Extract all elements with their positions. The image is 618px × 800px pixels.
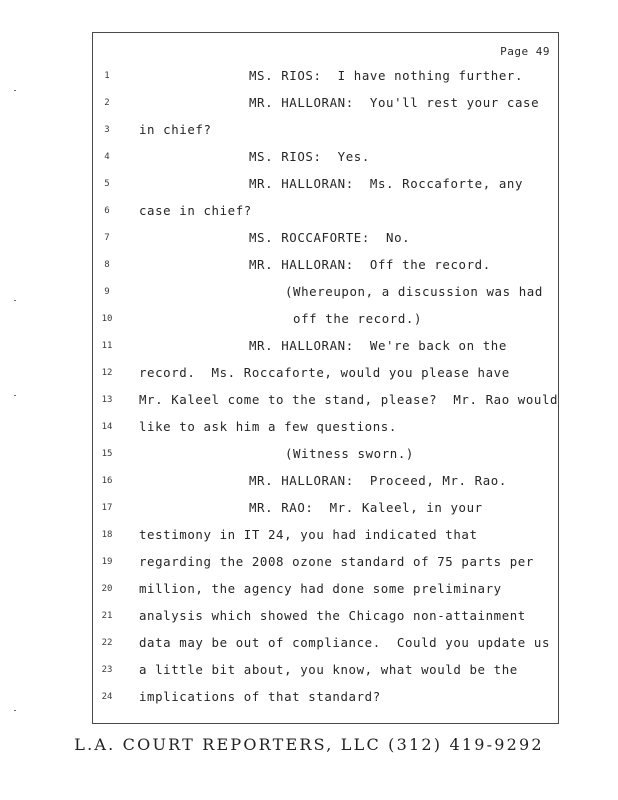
line-number: 22 <box>101 638 113 648</box>
transcript-page <box>92 32 559 724</box>
line-text: analysis which showed the Chicago non-attainment <box>139 608 526 623</box>
line-text: like to ask him a few questions. <box>139 419 397 434</box>
line-text: off the record.) <box>285 311 423 326</box>
transcript-line <box>93 663 560 690</box>
line-text: record. Ms. Roccaforte, would you please have <box>139 365 510 380</box>
line-number: 14 <box>101 422 113 432</box>
line-number: 17 <box>101 503 113 513</box>
line-number: 5 <box>104 179 110 189</box>
line-text: regarding the 2008 ozone standard of 75 parts per <box>139 554 534 569</box>
line-number: 16 <box>101 476 113 486</box>
transcript-line <box>93 177 560 204</box>
line-number: 20 <box>101 584 113 594</box>
line-text: testimony in IT 24, you had indicated that <box>139 527 478 542</box>
transcript-line <box>93 690 560 717</box>
line-number: 3 <box>104 125 110 135</box>
line-text: (Whereupon, a discussion was had <box>285 284 543 299</box>
line-text: case in chief? <box>139 203 252 218</box>
transcript-line <box>93 609 560 636</box>
line-number: 7 <box>104 233 110 243</box>
line-number: 15 <box>101 449 113 459</box>
line-number: 8 <box>104 260 110 270</box>
line-text: MR. HALLORAN: Ms. Roccaforte, any <box>249 176 524 191</box>
transcript-line <box>93 636 560 663</box>
line-text: MR. RAO: Mr. Kaleel, in your <box>249 500 483 515</box>
transcript-line <box>93 582 560 609</box>
line-text: Mr. Kaleel come to the stand, please? Mr. Rao would <box>139 392 559 407</box>
scan-speck <box>14 710 16 711</box>
line-text: implications of that standard? <box>139 689 381 704</box>
scan-speck <box>14 300 16 301</box>
line-number: 11 <box>101 341 113 351</box>
line-number: 24 <box>101 692 113 702</box>
line-number: 4 <box>104 152 110 162</box>
transcript-line <box>93 231 560 258</box>
transcript-line <box>93 312 560 339</box>
transcript-line <box>93 69 560 96</box>
transcript-line <box>93 285 560 312</box>
transcript-line <box>93 501 560 528</box>
line-number: 9 <box>104 287 110 297</box>
line-text: MR. HALLORAN: You'll rest your case <box>249 95 540 110</box>
scan-speck <box>14 90 16 91</box>
line-text: MR. HALLORAN: Proceed, Mr. Rao. <box>249 473 507 488</box>
line-text: MR. HALLORAN: We're back on the <box>249 338 507 353</box>
transcript-line <box>93 123 560 150</box>
line-text: in chief? <box>139 122 212 137</box>
line-number: 1 <box>104 71 110 81</box>
line-number: 18 <box>101 530 113 540</box>
line-number: 2 <box>104 98 110 108</box>
scan-speck <box>14 395 16 396</box>
transcript-line <box>93 528 560 555</box>
line-number: 19 <box>101 557 113 567</box>
transcript-line <box>93 96 560 123</box>
page-number: Page 49 <box>500 45 550 58</box>
line-number: 12 <box>101 368 113 378</box>
transcript-line <box>93 555 560 582</box>
transcript-line <box>93 258 560 285</box>
line-text: MS. RIOS: Yes. <box>249 149 370 164</box>
transcript-line <box>93 420 560 447</box>
line-text: data may be out of compliance. Could you update us <box>139 635 551 650</box>
line-text: MS. RIOS: I have nothing further. <box>249 68 524 83</box>
line-text: million, the agency had done some preliminary <box>139 581 502 596</box>
line-number: 21 <box>101 611 113 621</box>
line-number: 23 <box>101 665 113 675</box>
transcript-line <box>93 366 560 393</box>
transcript-line <box>93 447 560 474</box>
transcript-line <box>93 150 560 177</box>
line-text: MR. HALLORAN: Off the record. <box>249 257 491 272</box>
line-number: 13 <box>101 395 113 405</box>
transcript-line <box>93 393 560 420</box>
line-text: (Witness sworn.) <box>285 446 414 461</box>
transcript-line <box>93 204 560 231</box>
line-text: a little bit about, you know, what would be the <box>139 662 518 677</box>
line-number: 6 <box>104 206 110 216</box>
line-number: 10 <box>101 314 113 324</box>
line-text: MS. ROCCAFORTE: No. <box>249 230 411 245</box>
transcript-line <box>93 339 560 366</box>
transcript-line <box>93 474 560 501</box>
court-reporter-footer: L.A. COURT REPORTERS, LLC (312) 419-9292 <box>74 735 544 754</box>
